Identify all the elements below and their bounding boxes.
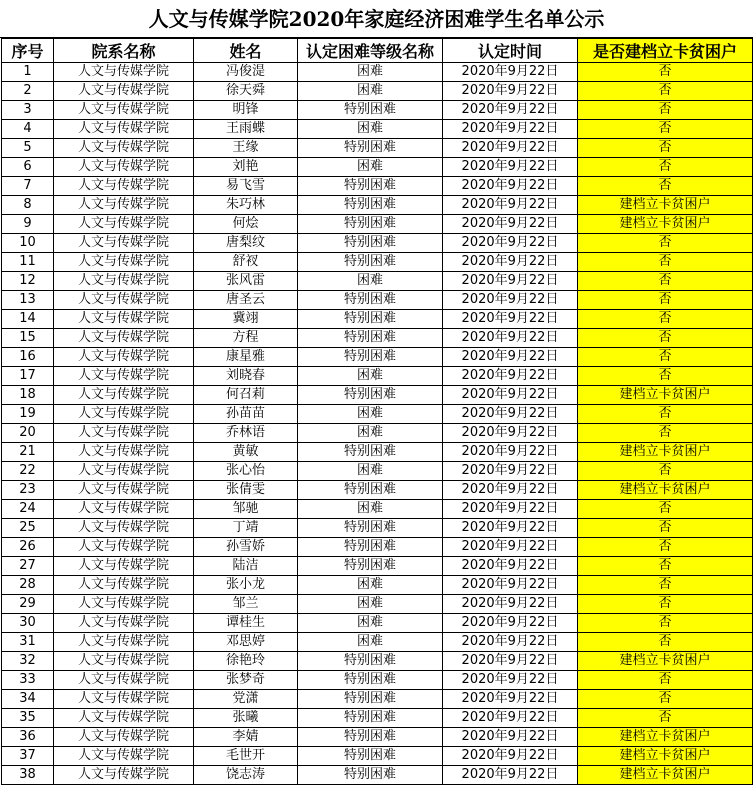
cell-department: 人文与传媒学院 (54, 291, 194, 310)
cell-date: 2020年9月22日 (443, 215, 578, 234)
cell-department: 人文与传媒学院 (54, 557, 194, 576)
cell-index: 34 (2, 690, 54, 709)
cell-department: 人文与传媒学院 (54, 177, 194, 196)
cell-name: 何烩 (194, 215, 298, 234)
cell-poverty-registered: 否 (578, 367, 753, 386)
table-row (2, 177, 753, 196)
cell-difficulty-level: 特别困难 (298, 557, 443, 576)
cell-name: 邹驰 (194, 500, 298, 519)
cell-difficulty-level: 特别困难 (298, 766, 443, 785)
cell-difficulty-level: 困难 (298, 424, 443, 443)
cell-department: 人文与传媒学院 (54, 405, 194, 424)
cell-date: 2020年9月22日 (443, 139, 578, 158)
table-row (2, 671, 753, 690)
cell-name: 毛世开 (194, 747, 298, 766)
cell-difficulty-level: 特别困难 (298, 196, 443, 215)
cell-index: 23 (2, 481, 54, 500)
cell-poverty-registered: 否 (578, 158, 753, 177)
cell-department: 人文与传媒学院 (54, 576, 194, 595)
cell-poverty-registered: 否 (578, 557, 753, 576)
cell-date: 2020年9月22日 (443, 519, 578, 538)
cell-difficulty-level: 特别困难 (298, 690, 443, 709)
cell-index: 20 (2, 424, 54, 443)
cell-difficulty-level: 困难 (298, 272, 443, 291)
cell-department: 人文与传媒学院 (54, 158, 194, 177)
cell-department: 人文与传媒学院 (54, 272, 194, 291)
cell-name: 刘艳 (194, 158, 298, 177)
cell-index: 7 (2, 177, 54, 196)
cell-department: 人文与传媒学院 (54, 101, 194, 120)
cell-index: 29 (2, 595, 54, 614)
header-poverty-registered: 是否建档立卡贫困户 (578, 39, 753, 63)
cell-department: 人文与传媒学院 (54, 595, 194, 614)
cell-poverty-registered: 否 (578, 405, 753, 424)
cell-difficulty-level: 困难 (298, 576, 443, 595)
cell-date: 2020年9月22日 (443, 234, 578, 253)
cell-name: 孙苗苗 (194, 405, 298, 424)
cell-date: 2020年9月22日 (443, 538, 578, 557)
cell-index: 33 (2, 671, 54, 690)
student-list-table (1, 38, 753, 785)
cell-name: 易飞雪 (194, 177, 298, 196)
table-row (2, 101, 753, 120)
cell-name: 朱巧林 (194, 196, 298, 215)
cell-department: 人文与传媒学院 (54, 215, 194, 234)
table-row (2, 576, 753, 595)
cell-index: 30 (2, 614, 54, 633)
cell-name: 黄敏 (194, 443, 298, 462)
cell-poverty-registered: 建档立卡贫困户 (578, 766, 753, 785)
cell-index: 11 (2, 253, 54, 272)
cell-date: 2020年9月22日 (443, 177, 578, 196)
table-row (2, 766, 753, 785)
cell-index: 37 (2, 747, 54, 766)
cell-department: 人文与传媒学院 (54, 386, 194, 405)
cell-poverty-registered: 否 (578, 310, 753, 329)
cell-name: 张小龙 (194, 576, 298, 595)
cell-index: 8 (2, 196, 54, 215)
table-row (2, 443, 753, 462)
table-row (2, 120, 753, 139)
cell-name: 乔林语 (194, 424, 298, 443)
cell-department: 人文与传媒学院 (54, 519, 194, 538)
cell-difficulty-level: 困难 (298, 614, 443, 633)
cell-poverty-registered: 否 (578, 633, 753, 652)
table-row (2, 310, 753, 329)
cell-department: 人文与传媒学院 (54, 253, 194, 272)
cell-poverty-registered: 否 (578, 671, 753, 690)
cell-date: 2020年9月22日 (443, 709, 578, 728)
cell-poverty-registered: 否 (578, 177, 753, 196)
cell-index: 35 (2, 709, 54, 728)
cell-poverty-registered: 建档立卡贫困户 (578, 215, 753, 234)
cell-name: 李婧 (194, 728, 298, 747)
cell-date: 2020年9月22日 (443, 576, 578, 595)
table-row (2, 462, 753, 481)
cell-index: 22 (2, 462, 54, 481)
cell-date: 2020年9月22日 (443, 386, 578, 405)
table-row (2, 329, 753, 348)
cell-difficulty-level: 特别困难 (298, 215, 443, 234)
cell-index: 32 (2, 652, 54, 671)
cell-date: 2020年9月22日 (443, 747, 578, 766)
cell-index: 3 (2, 101, 54, 120)
cell-name: 冯俊湜 (194, 63, 298, 82)
cell-difficulty-level: 特别困难 (298, 139, 443, 158)
table-row (2, 652, 753, 671)
table-row (2, 158, 753, 177)
cell-difficulty-level: 困难 (298, 63, 443, 82)
cell-name: 张曦 (194, 709, 298, 728)
cell-poverty-registered: 否 (578, 348, 753, 367)
cell-department: 人文与传媒学院 (54, 120, 194, 139)
cell-department: 人文与传媒学院 (54, 614, 194, 633)
cell-date: 2020年9月22日 (443, 82, 578, 101)
cell-difficulty-level: 特别困难 (298, 728, 443, 747)
cell-name: 丁靖 (194, 519, 298, 538)
cell-date: 2020年9月22日 (443, 348, 578, 367)
cell-index: 1 (2, 63, 54, 82)
cell-poverty-registered: 建档立卡贫困户 (578, 443, 753, 462)
cell-department: 人文与传媒学院 (54, 633, 194, 652)
cell-date: 2020年9月22日 (443, 500, 578, 519)
table-row (2, 291, 753, 310)
cell-date: 2020年9月22日 (443, 652, 578, 671)
cell-difficulty-level: 特别困难 (298, 329, 443, 348)
cell-date: 2020年9月22日 (443, 367, 578, 386)
cell-date: 2020年9月22日 (443, 253, 578, 272)
cell-department: 人文与传媒学院 (54, 462, 194, 481)
cell-poverty-registered: 否 (578, 272, 753, 291)
table-row (2, 405, 753, 424)
cell-name: 张梦奇 (194, 671, 298, 690)
cell-difficulty-level: 特别困难 (298, 747, 443, 766)
cell-difficulty-level: 困难 (298, 367, 443, 386)
cell-poverty-registered: 否 (578, 462, 753, 481)
cell-date: 2020年9月22日 (443, 405, 578, 424)
cell-department: 人文与传媒学院 (54, 766, 194, 785)
cell-poverty-registered: 否 (578, 120, 753, 139)
cell-index: 2 (2, 82, 54, 101)
cell-index: 28 (2, 576, 54, 595)
cell-date: 2020年9月22日 (443, 272, 578, 291)
cell-date: 2020年9月22日 (443, 728, 578, 747)
cell-index: 15 (2, 329, 54, 348)
cell-index: 16 (2, 348, 54, 367)
cell-poverty-registered: 否 (578, 595, 753, 614)
cell-department: 人文与传媒学院 (54, 538, 194, 557)
cell-department: 人文与传媒学院 (54, 139, 194, 158)
cell-poverty-registered: 否 (578, 234, 753, 253)
cell-name: 方程 (194, 329, 298, 348)
cell-name: 唐梨纹 (194, 234, 298, 253)
cell-department: 人文与传媒学院 (54, 443, 194, 462)
cell-date: 2020年9月22日 (443, 690, 578, 709)
cell-index: 27 (2, 557, 54, 576)
cell-poverty-registered: 否 (578, 690, 753, 709)
cell-department: 人文与传媒学院 (54, 367, 194, 386)
cell-department: 人文与传媒学院 (54, 348, 194, 367)
header-difficulty-level: 认定困难等级名称 (298, 39, 443, 63)
cell-name: 何召莉 (194, 386, 298, 405)
cell-poverty-registered: 否 (578, 576, 753, 595)
cell-name: 王缘 (194, 139, 298, 158)
cell-name: 邹兰 (194, 595, 298, 614)
cell-department: 人文与传媒学院 (54, 671, 194, 690)
cell-difficulty-level: 困难 (298, 633, 443, 652)
cell-index: 38 (2, 766, 54, 785)
cell-date: 2020年9月22日 (443, 291, 578, 310)
cell-index: 9 (2, 215, 54, 234)
header-index: 序号 (2, 39, 54, 63)
cell-department: 人文与传媒学院 (54, 82, 194, 101)
cell-index: 36 (2, 728, 54, 747)
cell-index: 10 (2, 234, 54, 253)
cell-difficulty-level: 特别困难 (298, 291, 443, 310)
table-row (2, 234, 753, 253)
table-row (2, 367, 753, 386)
cell-poverty-registered: 否 (578, 424, 753, 443)
table-row (2, 595, 753, 614)
cell-difficulty-level: 困难 (298, 500, 443, 519)
header-row (2, 39, 753, 63)
cell-poverty-registered: 否 (578, 500, 753, 519)
cell-date: 2020年9月22日 (443, 671, 578, 690)
table-row (2, 557, 753, 576)
cell-poverty-registered: 建档立卡贫困户 (578, 196, 753, 215)
table-row (2, 633, 753, 652)
cell-poverty-registered: 否 (578, 709, 753, 728)
cell-date: 2020年9月22日 (443, 158, 578, 177)
cell-name: 徐艳玲 (194, 652, 298, 671)
table-row (2, 614, 753, 633)
cell-date: 2020年9月22日 (443, 196, 578, 215)
header-name: 姓名 (194, 39, 298, 63)
cell-name: 唐圣云 (194, 291, 298, 310)
cell-difficulty-level: 特别困难 (298, 671, 443, 690)
cell-poverty-registered: 否 (578, 329, 753, 348)
cell-poverty-registered: 否 (578, 101, 753, 120)
table-row (2, 215, 753, 234)
cell-index: 12 (2, 272, 54, 291)
cell-index: 24 (2, 500, 54, 519)
cell-date: 2020年9月22日 (443, 424, 578, 443)
cell-poverty-registered: 否 (578, 82, 753, 101)
cell-name: 谭桂生 (194, 614, 298, 633)
cell-date: 2020年9月22日 (443, 329, 578, 348)
cell-difficulty-level: 特别困难 (298, 709, 443, 728)
cell-name: 张心怡 (194, 462, 298, 481)
cell-poverty-registered: 否 (578, 63, 753, 82)
cell-poverty-registered: 否 (578, 139, 753, 158)
table-row (2, 196, 753, 215)
cell-name: 张风雷 (194, 272, 298, 291)
cell-name: 王雨蝶 (194, 120, 298, 139)
cell-difficulty-level: 特别困难 (298, 234, 443, 253)
table-row (2, 538, 753, 557)
cell-difficulty-level: 困难 (298, 462, 443, 481)
cell-date: 2020年9月22日 (443, 443, 578, 462)
cell-department: 人文与传媒学院 (54, 500, 194, 519)
cell-index: 14 (2, 310, 54, 329)
cell-name: 党潇 (194, 690, 298, 709)
cell-difficulty-level: 困难 (298, 82, 443, 101)
table-row (2, 253, 753, 272)
cell-poverty-registered: 建档立卡贫困户 (578, 481, 753, 500)
table-row (2, 386, 753, 405)
cell-date: 2020年9月22日 (443, 101, 578, 120)
cell-department: 人文与传媒学院 (54, 234, 194, 253)
cell-difficulty-level: 特别困难 (298, 652, 443, 671)
table-row (2, 709, 753, 728)
cell-department: 人文与传媒学院 (54, 329, 194, 348)
cell-difficulty-level: 特别困难 (298, 481, 443, 500)
cell-name: 康星雅 (194, 348, 298, 367)
table-row (2, 481, 753, 500)
cell-difficulty-level: 困难 (298, 405, 443, 424)
cell-difficulty-level: 特别困难 (298, 538, 443, 557)
table-row (2, 690, 753, 709)
cell-department: 人文与传媒学院 (54, 728, 194, 747)
cell-index: 13 (2, 291, 54, 310)
cell-difficulty-level: 特别困难 (298, 348, 443, 367)
cell-name: 陆洁 (194, 557, 298, 576)
cell-department: 人文与传媒学院 (54, 652, 194, 671)
cell-department: 人文与传媒学院 (54, 63, 194, 82)
cell-poverty-registered: 否 (578, 253, 753, 272)
table-row (2, 139, 753, 158)
cell-department: 人文与传媒学院 (54, 709, 194, 728)
cell-difficulty-level: 困难 (298, 595, 443, 614)
cell-date: 2020年9月22日 (443, 310, 578, 329)
cell-department: 人文与传媒学院 (54, 690, 194, 709)
cell-index: 26 (2, 538, 54, 557)
cell-index: 31 (2, 633, 54, 652)
cell-date: 2020年9月22日 (443, 462, 578, 481)
cell-difficulty-level: 特别困难 (298, 101, 443, 120)
cell-date: 2020年9月22日 (443, 557, 578, 576)
cell-name: 孙雪娇 (194, 538, 298, 557)
table-row (2, 500, 753, 519)
cell-index: 17 (2, 367, 54, 386)
cell-name: 明锋 (194, 101, 298, 120)
cell-name: 刘晓春 (194, 367, 298, 386)
cell-difficulty-level: 特别困难 (298, 519, 443, 538)
cell-index: 6 (2, 158, 54, 177)
cell-index: 21 (2, 443, 54, 462)
cell-poverty-registered: 否 (578, 519, 753, 538)
table-row (2, 82, 753, 101)
cell-department: 人文与传媒学院 (54, 424, 194, 443)
cell-date: 2020年9月22日 (443, 595, 578, 614)
cell-name: 邓思婷 (194, 633, 298, 652)
cell-difficulty-level: 困难 (298, 158, 443, 177)
table-row (2, 272, 753, 291)
header-date: 认定时间 (443, 39, 578, 63)
cell-date: 2020年9月22日 (443, 120, 578, 139)
table-row (2, 519, 753, 538)
cell-index: 18 (2, 386, 54, 405)
table-row (2, 747, 753, 766)
cell-poverty-registered: 建档立卡贫困户 (578, 652, 753, 671)
cell-index: 25 (2, 519, 54, 538)
cell-date: 2020年9月22日 (443, 481, 578, 500)
cell-date: 2020年9月22日 (443, 614, 578, 633)
cell-difficulty-level: 困难 (298, 120, 443, 139)
cell-index: 5 (2, 139, 54, 158)
cell-department: 人文与传媒学院 (54, 747, 194, 766)
cell-name: 冀翊 (194, 310, 298, 329)
cell-index: 4 (2, 120, 54, 139)
cell-date: 2020年9月22日 (443, 766, 578, 785)
cell-name: 饶志涛 (194, 766, 298, 785)
cell-department: 人文与传媒学院 (54, 310, 194, 329)
cell-poverty-registered: 否 (578, 614, 753, 633)
header-department: 院系名称 (54, 39, 194, 63)
cell-date: 2020年9月22日 (443, 633, 578, 652)
table-row (2, 63, 753, 82)
table-row (2, 348, 753, 367)
cell-poverty-registered: 建档立卡贫困户 (578, 728, 753, 747)
table-row (2, 728, 753, 747)
cell-department: 人文与传媒学院 (54, 196, 194, 215)
cell-name: 张倩雯 (194, 481, 298, 500)
cell-index: 19 (2, 405, 54, 424)
table-row (2, 424, 753, 443)
cell-poverty-registered: 否 (578, 538, 753, 557)
cell-difficulty-level: 特别困难 (298, 310, 443, 329)
page-title: 人文与传媒学院2020年家庭经济困难学生名单公示 (0, 0, 753, 38)
cell-name: 舒衩 (194, 253, 298, 272)
cell-difficulty-level: 特别困难 (298, 253, 443, 272)
cell-poverty-registered: 否 (578, 291, 753, 310)
cell-poverty-registered: 建档立卡贫困户 (578, 747, 753, 766)
cell-difficulty-level: 特别困难 (298, 177, 443, 196)
cell-difficulty-level: 特别困难 (298, 386, 443, 405)
cell-difficulty-level: 特别困难 (298, 443, 443, 462)
cell-date: 2020年9月22日 (443, 63, 578, 82)
cell-name: 徐天舜 (194, 82, 298, 101)
cell-poverty-registered: 建档立卡贫困户 (578, 386, 753, 405)
cell-department: 人文与传媒学院 (54, 481, 194, 500)
